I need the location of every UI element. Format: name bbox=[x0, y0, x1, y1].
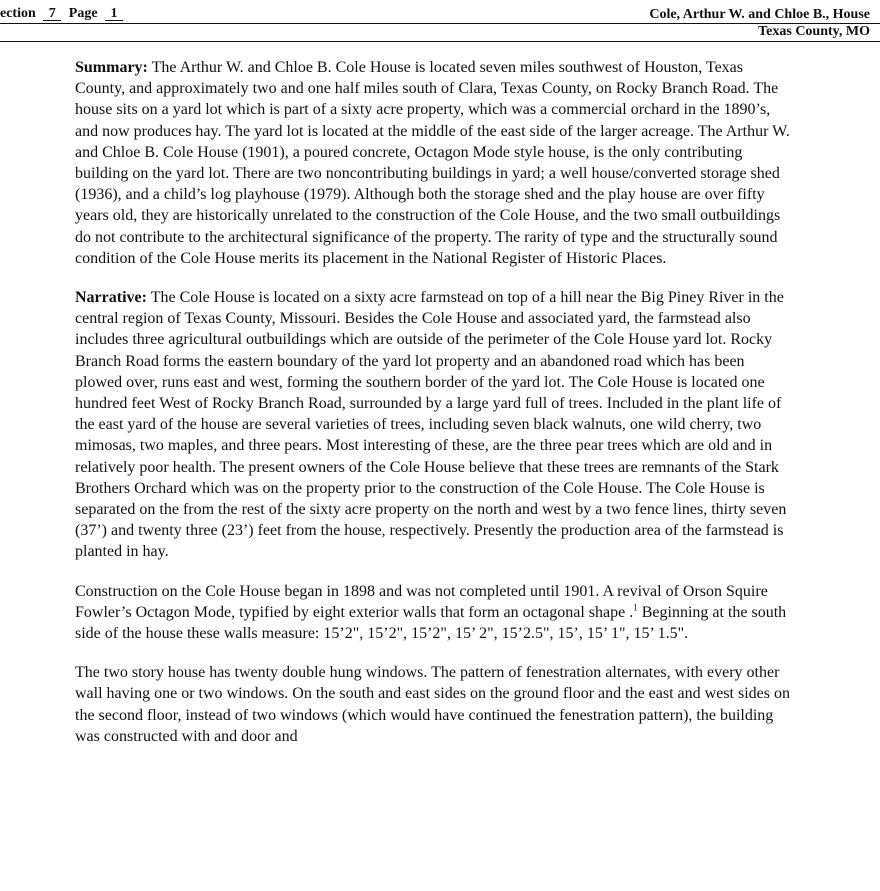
narrative-text: The Cole House is located on a sixty acre farmstead on top of a hill near the Big Piney River in the central region of Texas County, Missouri. Besides the Cole House and associated yard, the farmstead also includes three agricultural outbuildings which are outside of the perimeter of the Cole House yard lot. Rocky Branch Road forms the eastern boundary of the yard lot property and an abandoned road which has been plowed over, runs east and west, forming the southern border of the yard lot. The Cole House is located one hundred feet West of Rocky Branch Road, surrounded by a large yard full of trees. Included in the plant life of the east yard of the house are several varieties of trees, including seven black walnuts, one wild cherry, two mimosas, two maples, and three pears. Most interesting of these, are the three pear trees which are old and in relatively poor health. The present owners of the Cole House believe that these trees are remnants of the Stark Brothers Orchard which was on the property prior to the construction of the Cole House. The Cole House is separated on the from the rest of the sixty acre property on the north and west by a two fence lines, thirty seven (37’) and twenty three (23’) feet from the house, respectively. Presently the production area of the farmstead is planted in hay. bbox=[75, 289, 787, 561]
county-name: Texas County, MO bbox=[758, 24, 870, 39]
header-rule-top bbox=[0, 23, 880, 24]
section-number: 7 bbox=[43, 7, 61, 21]
section-page-info bbox=[0, 6, 127, 22]
windows-text: The two story house has twenty double hung windows. The pattern of fenestration alternates, with every other wall having one or two windows. On the south and east sides on the ground floor and the east and west sides on the second floor, instead of two windows (which would have continued the fenestration pattern), the building was constructed with and door and bbox=[75, 664, 790, 745]
construction-text: Construction on the Cole House began in 1898 and was not completed until 1901. A revival of Orson Squire Fowler’s Octagon Mode, typified by eight exterior walls that form an octagonal shape . bbox=[75, 582, 768, 621]
narrative-paragraph bbox=[75, 287, 790, 563]
summary-lead: Summary: bbox=[75, 59, 148, 76]
page-number: 1 bbox=[105, 7, 123, 21]
header-rule-bottom bbox=[0, 41, 880, 42]
page-header bbox=[0, 0, 880, 42]
narrative-lead: Narrative: bbox=[75, 289, 147, 307]
section-label: ection bbox=[0, 6, 36, 21]
document-body bbox=[75, 57, 790, 765]
summary-paragraph bbox=[75, 57, 790, 269]
property-name: Cole, Arthur W. and Chloe B., House bbox=[649, 7, 870, 22]
page-label: Page bbox=[68, 6, 98, 21]
construction-paragraph bbox=[75, 581, 790, 645]
construction-text-after: Beginning at the south side of the house these walls measure: 15’2", 15’2", 15’2", 15’ 2", 15’2.5", 15’, 15’ 1", 15’ 1.5". bbox=[75, 603, 787, 643]
footnote-marker: 1 bbox=[633, 602, 638, 613]
summary-text: The Arthur W. and Chloe B. Cole House is located seven miles southwest of Houston, Texas County, and approximately two and one half miles south of Clara, Texas County, on Rocky Branch Road. The house sits on a yard lot which is part of a sixty acre property, which was a commercial orchard in the 1890’s, and now produces hay. The yard lot is located at the middle of the east side of the larger acreage. The Arthur W. and Chloe B. Cole House (1901), a poured concrete, Octagon Mode style house, is the only contributing building on the yard lot. There are two noncontributing buildings in yard; a well house/converted storage shed (1936), and a child’s log playhouse (1979). Although both the storage shed and the play house are over fifty years old, they are historically unrelated to the construction of the Cole House, and the two small outbuildings do not contribute to the architectural significance of the property. The rarity of type and the structurally sound condition of the Cole House merits its placement in the National Register of Historic Places. bbox=[75, 59, 790, 267]
windows-paragraph bbox=[75, 662, 790, 747]
